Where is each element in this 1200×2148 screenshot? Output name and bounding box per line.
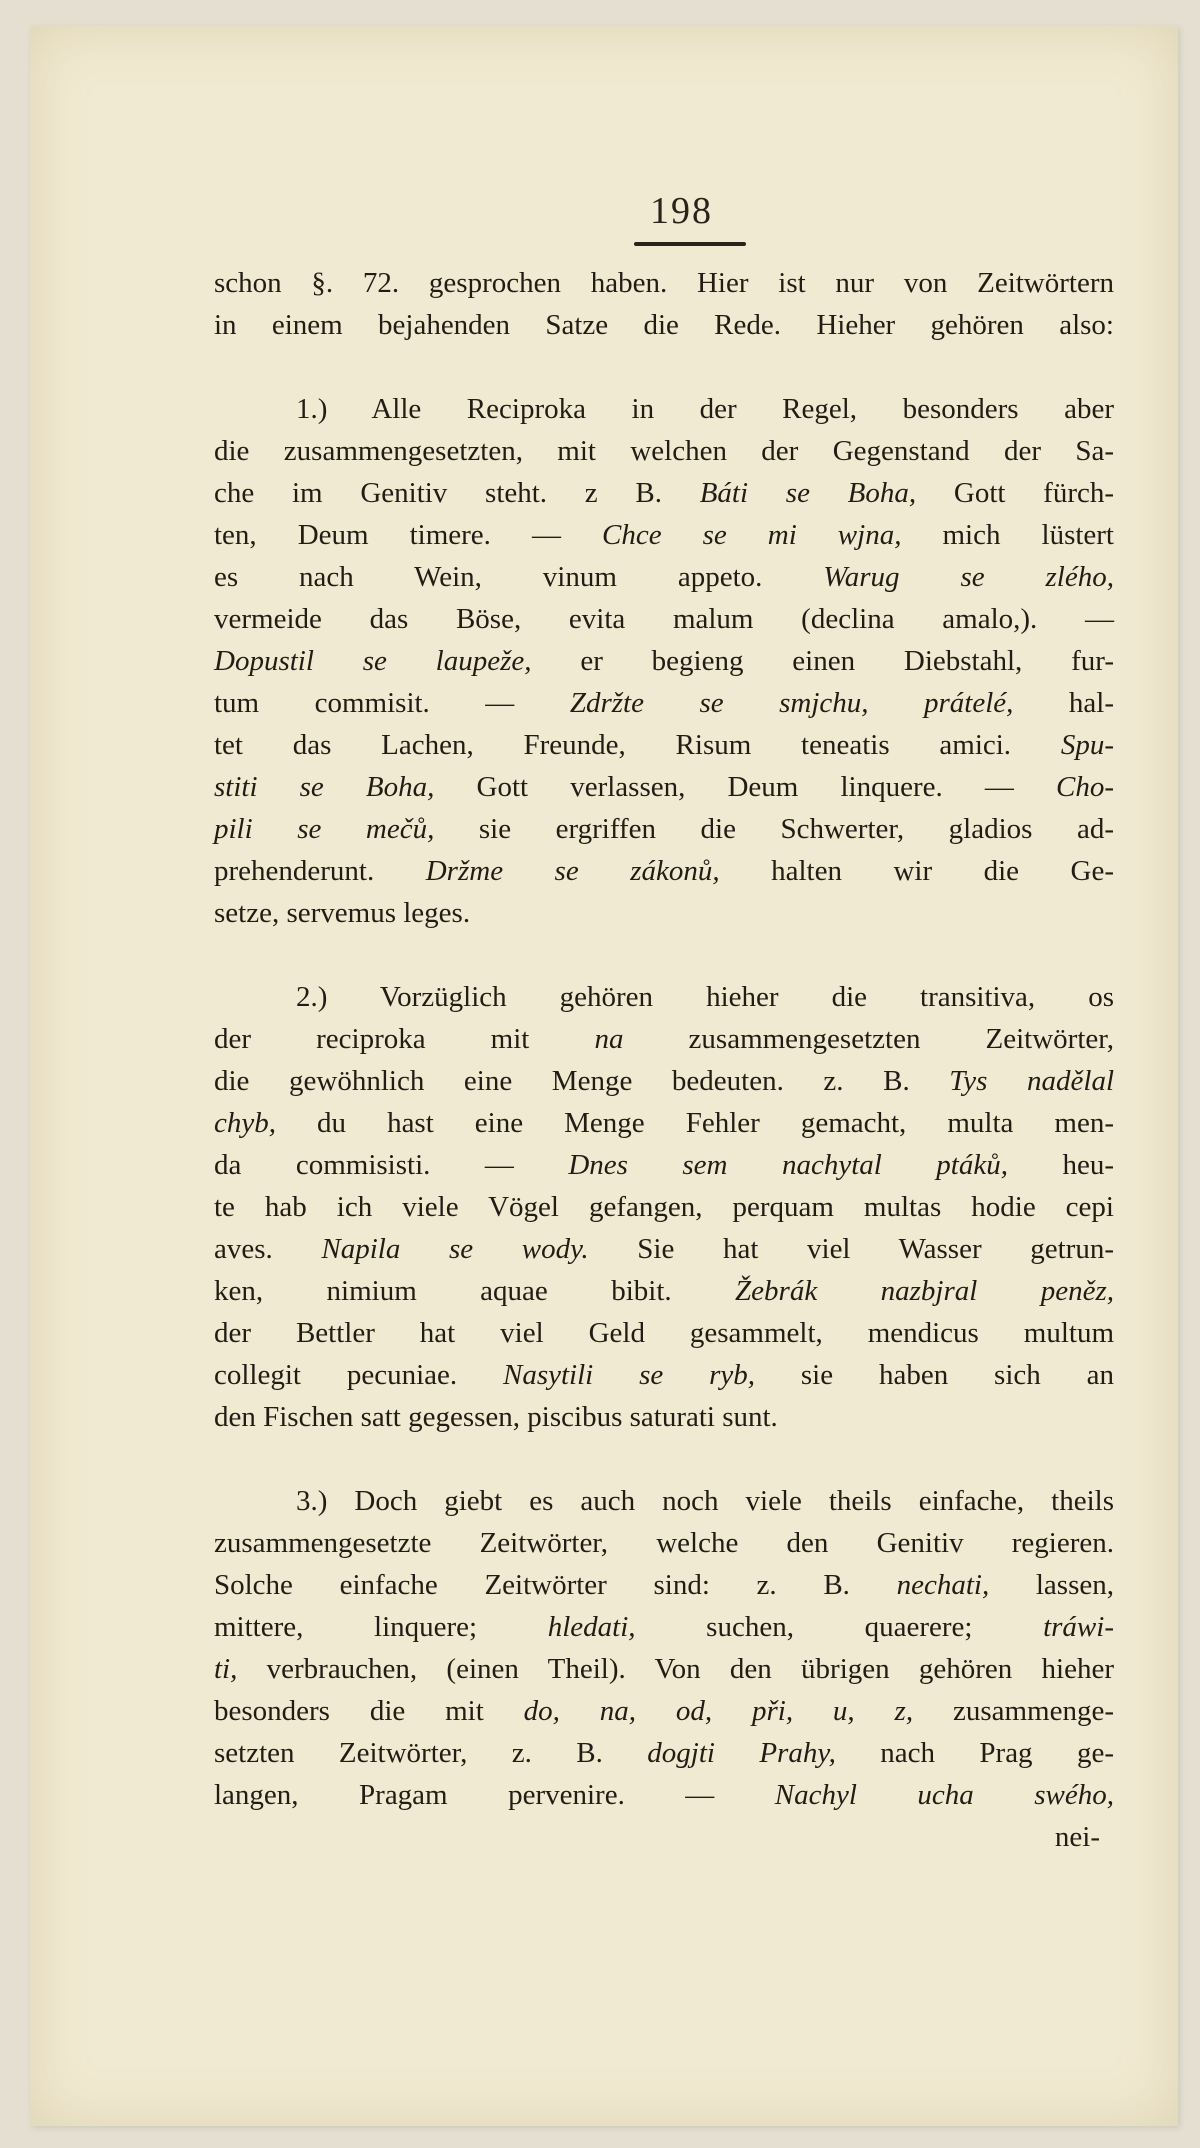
text-span: den Fischen satt gegessen, piscibus saturati sunt. <box>214 1401 778 1433</box>
text-span: 2.) Vorzüglich gehören hieher die transitiva, os <box>296 981 1114 1013</box>
text-span: lassen, <box>989 1569 1115 1601</box>
text-span: Solche einfache Zeitwörter sind: z. B. <box>214 1569 897 1601</box>
italic-text: na <box>594 1023 624 1055</box>
text-span: mich lüstert <box>901 519 1114 551</box>
text-span: vermeide das Böse, evita malum (declina amalo,). — <box>214 603 1114 635</box>
italic-text: Warug se zlého, <box>823 561 1114 593</box>
text-span: in einem bejahenden Satze die Rede. Hieher gehören also: <box>214 309 1114 341</box>
text-line <box>214 472 1114 514</box>
text-line <box>214 1774 1114 1816</box>
text-span: schon §. 72. gesprochen haben. Hier ist nur von Zeitwörtern <box>214 267 1114 299</box>
text-line <box>214 262 1114 304</box>
text-span: setzten Zeitwörter, z. B. <box>214 1737 648 1769</box>
text-span: aves. <box>214 1233 322 1265</box>
text-span: der reciproka mit <box>214 1023 595 1055</box>
text-line <box>214 1648 1114 1690</box>
text-span: nei- <box>1054 1821 1100 1853</box>
italic-text: Žebrák nazbjral peněz, <box>735 1275 1114 1307</box>
text-span: zusammengesetzten Zeitwörter, <box>623 1023 1114 1055</box>
text-line <box>214 1228 1114 1270</box>
text-span: mittere, linquere; <box>214 1611 548 1643</box>
italic-text: pili se mečů, <box>214 813 435 845</box>
text-span: prehenderunt. <box>214 855 426 887</box>
italic-text: Chce se mi wjna, <box>601 519 902 551</box>
text-span: heu- <box>1007 1149 1114 1181</box>
text-span: ten, Deum timere. — <box>214 519 602 551</box>
text-span: der Bettler hat viel Geld gesammelt, mendicus multum <box>214 1317 1114 1349</box>
text-line <box>214 1606 1114 1648</box>
text-line <box>214 1522 1114 1564</box>
italic-text: Držme se zákonů, <box>425 855 720 887</box>
text-line <box>214 388 1114 430</box>
page-number: 198 <box>650 190 713 232</box>
text-line <box>214 640 1114 682</box>
italic-text: tráwi- <box>1043 1611 1114 1643</box>
italic-text: hledati, <box>547 1611 636 1643</box>
text-line <box>214 724 1114 766</box>
text-line <box>214 976 1114 1018</box>
italic-text: Nasytili se ryb, <box>503 1359 756 1391</box>
text-span: er begieng einen Diebstahl, fur- <box>531 645 1114 677</box>
text-line <box>214 1354 1114 1396</box>
text-line <box>214 514 1114 556</box>
italic-text: Spu- <box>1060 729 1114 761</box>
italic-text: chyb, <box>214 1107 276 1139</box>
text-line <box>214 430 1114 472</box>
text-line <box>214 850 1114 892</box>
text-span: 1.) Alle Reciproka in der Regel, besonders aber <box>296 393 1114 425</box>
text-span: Gott fürch- <box>916 477 1115 509</box>
paragraph-gap <box>214 1438 1114 1480</box>
text-line <box>214 598 1114 640</box>
text-span: zusammenge- <box>913 1695 1114 1727</box>
text-span: collegit pecuniae. <box>214 1359 503 1391</box>
text-span: es nach Wein, vinum appeto. <box>214 561 824 593</box>
text-span: die zusammengesetzten, mit welchen der Gegenstand der Sa- <box>214 435 1114 467</box>
text-span: ken, nimium aquae bibit. <box>214 1275 736 1307</box>
text-line <box>214 1018 1114 1060</box>
italic-text: Cho- <box>1056 771 1114 803</box>
italic-text: Tys nadělal <box>949 1065 1114 1097</box>
text-span: 3.) Doch giebt es auch noch viele theils einfache, theils <box>296 1485 1114 1517</box>
italic-text: ti, <box>214 1653 238 1685</box>
italic-text: Dnes sem nachytal ptáků, <box>568 1149 1008 1181</box>
text-line <box>214 1480 1114 1522</box>
text-line <box>214 1186 1114 1228</box>
text-line <box>214 1144 1114 1186</box>
text-line <box>214 1732 1114 1774</box>
italic-text: Dopustil se laupeže, <box>214 645 532 677</box>
text-line <box>214 892 1114 934</box>
text-span: da commisisti. — <box>214 1149 569 1181</box>
page-text <box>214 262 1114 1858</box>
text-line <box>214 304 1114 346</box>
italic-text: nechati, <box>896 1569 990 1601</box>
italic-text: dogjti Prahy, <box>647 1737 836 1769</box>
text-line <box>214 1816 1114 1858</box>
text-span: che im Genitiv steht. z B. <box>214 477 700 509</box>
header-rule <box>634 242 746 246</box>
text-span: langen, Pragam pervenire. — <box>214 1779 775 1811</box>
text-span: nach Prag ge- <box>835 1737 1114 1769</box>
text-line <box>214 1312 1114 1354</box>
italic-text: Báti se Boha, <box>699 477 917 509</box>
text-span: Gott verlassen, Deum linquere. — <box>434 771 1056 803</box>
text-span: sie ergriffen die Schwerter, gladios ad- <box>434 813 1114 845</box>
text-span: du hast eine Menge Fehler gemacht, multa men- <box>276 1107 1114 1139</box>
text-span: Sie hat viel Wasser getrun- <box>588 1233 1114 1265</box>
text-line <box>214 1564 1114 1606</box>
text-line <box>214 766 1114 808</box>
text-line <box>214 1690 1114 1732</box>
text-line <box>214 1060 1114 1102</box>
text-span: tum commisit. — <box>214 687 570 719</box>
text-span: tet das Lachen, Freunde, Risum teneatis amici. <box>214 729 1061 761</box>
text-span: zusammengesetzte Zeitwörter, welche den Genitiv regieren. <box>214 1527 1114 1559</box>
italic-text: stiti se Boha, <box>214 771 435 803</box>
text-span: hal- <box>1013 687 1114 719</box>
italic-text: do, na, od, při, u, z, <box>523 1695 914 1727</box>
text-line <box>214 1102 1114 1144</box>
text-span: suchen, quaerere; <box>635 1611 1044 1643</box>
italic-text: Napila se wody. <box>321 1233 589 1265</box>
text-span: halten wir die Ge- <box>719 855 1114 887</box>
text-line <box>214 682 1114 724</box>
text-span: sie haben sich an <box>755 1359 1115 1391</box>
text-span: die gewöhnlich eine Menge bedeuten. z. B. <box>214 1065 950 1097</box>
text-span: setze, servemus leges. <box>214 897 471 929</box>
italic-text: Nachyl ucha swého, <box>774 1779 1114 1811</box>
text-span: besonders die mit <box>214 1695 524 1727</box>
paragraph-gap <box>214 934 1114 976</box>
text-span: verbrauchen, (einen Theil). Von den übrigen gehören hieher <box>237 1653 1114 1685</box>
text-line <box>214 1270 1114 1312</box>
text-line <box>214 1396 1114 1438</box>
text-span: te hab ich viele Vögel gefangen, perquam multas hodie cepi <box>214 1191 1114 1223</box>
paragraph-gap <box>214 346 1114 388</box>
text-line <box>214 556 1114 598</box>
text-line <box>214 808 1114 850</box>
italic-text: Zdržte se smjchu, prátelé, <box>569 687 1014 719</box>
